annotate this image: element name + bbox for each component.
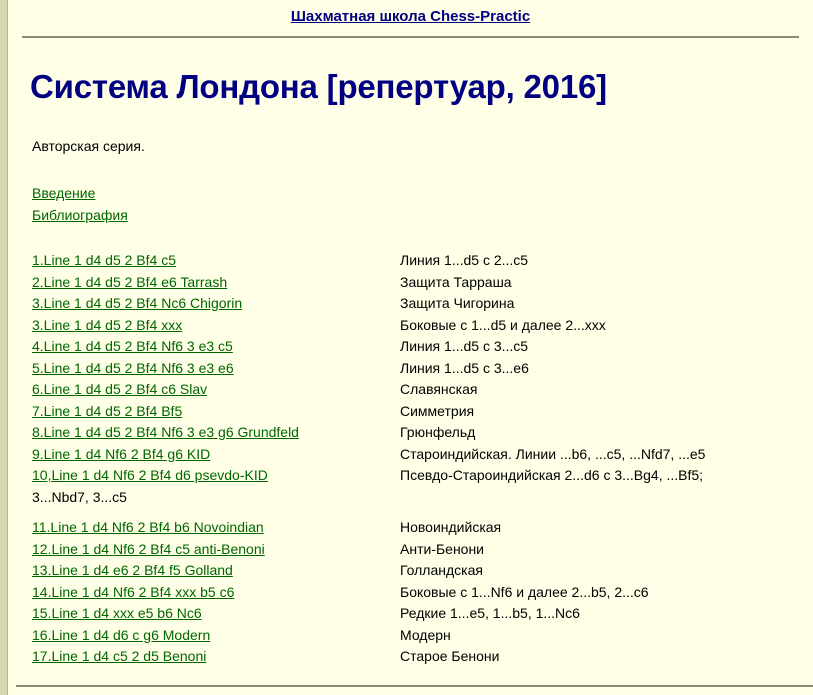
line-description: Редкие 1...e5, 1...b5, 1...Nc6 [400,605,580,621]
line-link[interactable]: 2.Line 1 d4 d5 2 Bf4 e6 Tarrash [32,273,228,290]
line-link[interactable]: 11.Line 1 d4 Nf6 2 Bf4 b6 Novoindian [32,519,264,535]
line-description: Псевдо-Староиндийская 2...d6 с 3...Bg4, ...Bf5; [400,467,704,483]
line-description: Анти-Бенони [400,540,485,557]
line-link[interactable]: 5.Line 1 d4 d5 2 Bf4 Nf6 3 e3 e6 [32,359,234,376]
line-row [32,582,813,604]
line-description: Симметрия [400,402,475,419]
top-links [32,182,813,226]
footer-divider [16,685,813,687]
line-link[interactable]: 8.Line 1 d4 d5 2 Bf4 Nf6 3 e3 g6 Grundfeld [32,424,299,440]
lines-list [32,250,813,668]
line-row [32,401,813,423]
line-description: Защита Чигорина [400,295,515,311]
line-row [32,293,813,315]
line-continuation-text: 3...Nbd7, 3...c5 [32,488,127,505]
line-row [32,465,813,487]
line-link[interactable]: 3.Line 1 d4 d5 2 Bf4 Nc6 Chigorin [32,295,243,311]
page-subtitle: Авторская серия. [32,138,145,154]
line-link[interactable]: 16.Line 1 d4 d6 c g6 Modern [32,626,211,643]
line-row [32,336,813,358]
line-description: Староиндийская. Линии ...b6, ...c5, ...Nfd7, ...e5 [400,445,706,462]
line-link[interactable]: 14.Line 1 d4 Nf6 2 Bf4 xxx b5 c6 [32,583,235,600]
line-row [32,487,813,509]
line-description: Линия 1...d5 с 3...c5 [400,338,529,354]
line-row [32,625,813,647]
line-description: Линия 1...d5 с 2...c5 [400,252,529,268]
line-group-spacer [32,508,813,517]
line-description: Защита Тарраша [400,273,512,290]
line-link[interactable]: 17.Line 1 d4 c5 2 d5 Benoni [32,648,207,664]
line-row [32,272,813,294]
line-link[interactable]: 3.Line 1 d4 d5 2 Bf4 xxx [32,316,183,333]
line-row [32,560,813,582]
line-link[interactable]: 6.Line 1 d4 d5 2 Bf4 c6 Slav [32,381,208,397]
line-link[interactable]: 9.Line 1 d4 Nf6 2 Bf4 g6 KID [32,445,211,462]
line-row [32,315,813,337]
left-decorative-rail [0,0,8,695]
line-row [32,250,813,272]
line-description: Славянская [400,381,478,397]
line-description: Боковые с 1...Nf6 и далее 2...b5, 2...c6 [400,583,649,600]
line-row [32,603,813,625]
line-row [32,646,813,668]
header-divider [22,36,799,38]
site-header [8,0,813,32]
line-description: Линия 1...d5 с 3...e6 [400,359,529,376]
line-description: Грюнфельд [400,424,476,440]
line-row [32,539,813,561]
line-row [32,517,813,539]
line-description: Модерн [400,626,451,643]
line-row [32,358,813,380]
line-row [32,379,813,401]
line-description: Голландская [400,562,483,578]
line-link[interactable]: 7.Line 1 d4 d5 2 Bf4 Bf5 [32,402,183,419]
line-link[interactable]: 10,Line 1 d4 Nf6 2 Bf4 d6 psevdo-KID [32,467,268,483]
page-content [8,0,813,695]
line-link[interactable]: 1.Line 1 d4 d5 2 Bf4 c5 [32,252,176,268]
link-introduction[interactable]: Введение [32,185,96,201]
line-link[interactable]: 4.Line 1 d4 d5 2 Bf4 Nf6 3 e3 c5 [32,338,233,354]
line-link[interactable]: 12.Line 1 d4 Nf6 2 Bf4 c5 anti-Benoni [32,540,265,557]
line-description: Новоиндийская [400,519,502,535]
link-bibliography[interactable]: Библиография [32,207,128,223]
line-link[interactable]: 13.Line 1 d4 e6 2 Bf4 f5 Golland [32,562,233,578]
line-row [32,422,813,444]
site-title-link[interactable]: Шахматная школа Chess-Practic [290,8,531,25]
line-link[interactable]: 15.Line 1 d4 xxx e5 b6 Nc6 [32,605,202,621]
line-row [32,444,813,466]
line-description: Боковые с 1...d5 и далее 2...xxx [400,316,606,333]
page-title: Система Лондона [репертуар, 2016] [30,68,607,105]
line-description: Старое Бенони [400,648,500,664]
